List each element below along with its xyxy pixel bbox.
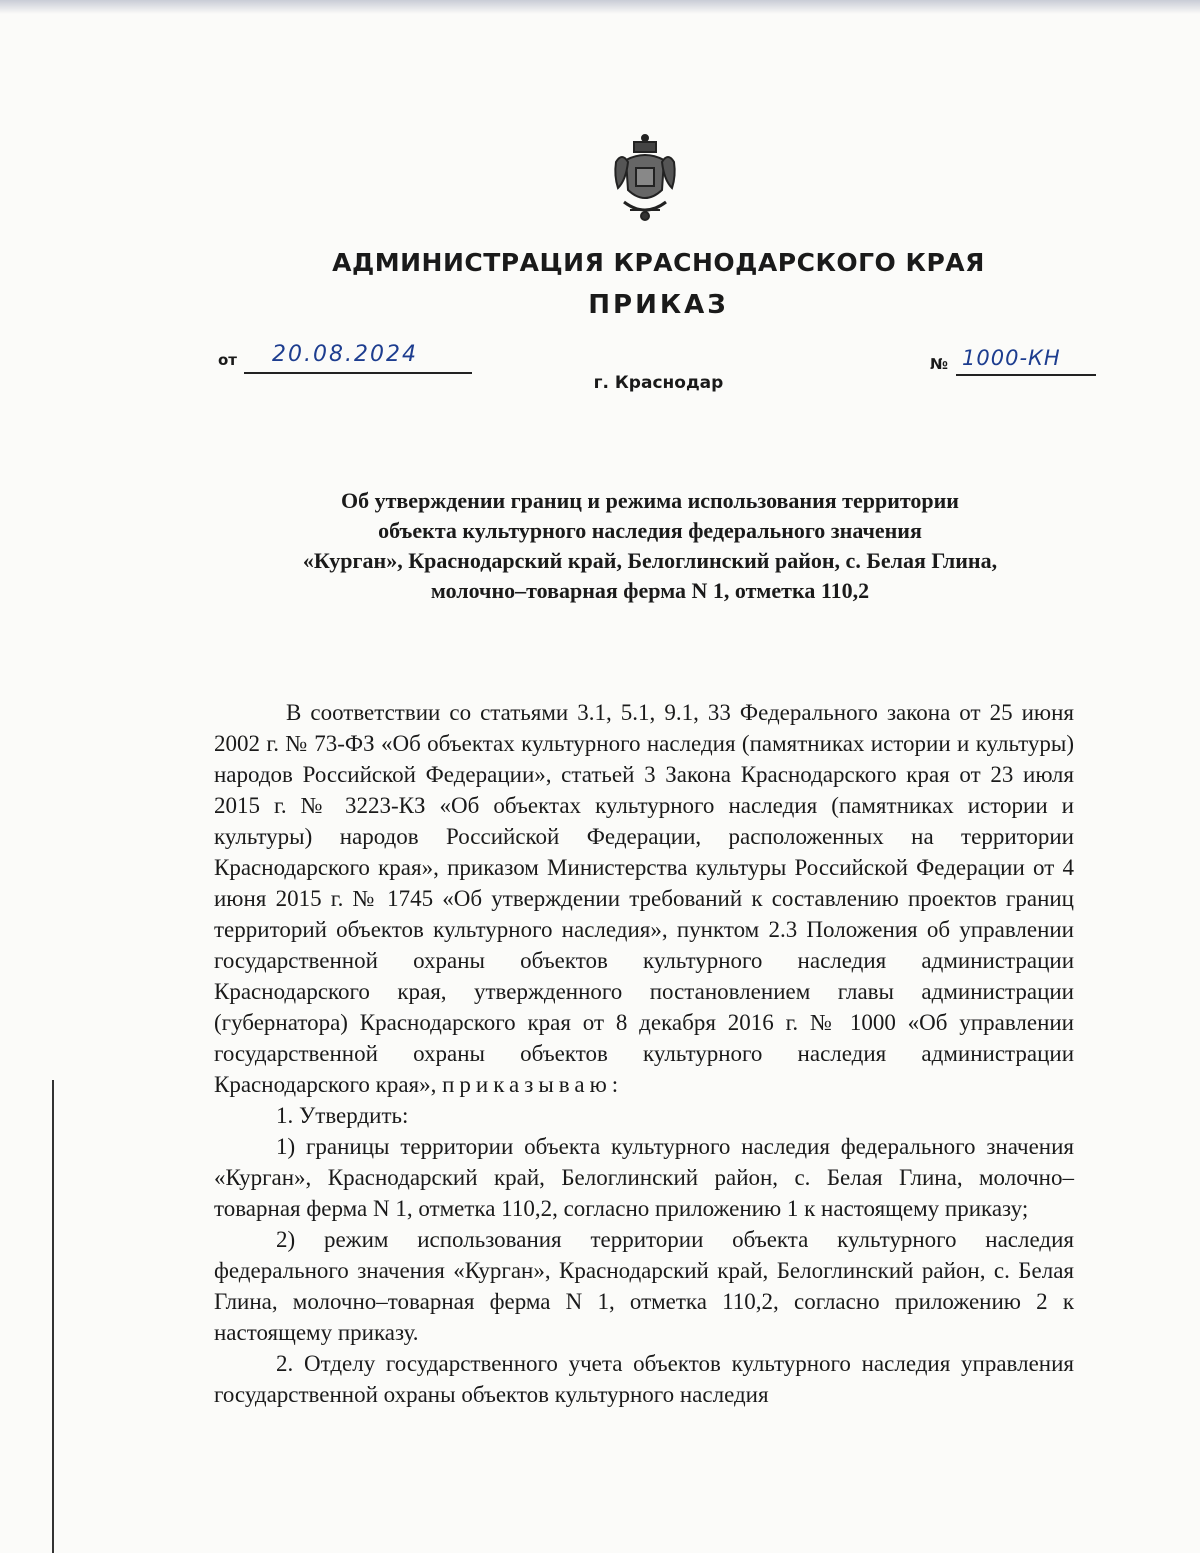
date-label: от — [218, 351, 237, 369]
document-body — [214, 697, 1074, 1410]
title-line: Об утверждении границ и режима использования территории — [341, 488, 959, 513]
title-line: «Курган», Краснодарский край, Белоглинский район, с. Белая Глина, — [302, 548, 998, 573]
date-value: 20.08.2024 — [272, 342, 418, 367]
coat-of-arms-icon — [612, 132, 678, 224]
clause-2: 2. Отделу государственного учета объектов культурного наследия управления государственной охраны объектов культурного наследия — [214, 1351, 1074, 1407]
number-label: № — [930, 355, 949, 373]
clause-1-2: 2) режим использования территории объекта культурного наследия федерального значения «Курган», Краснодарский край, Белоглинский район, с. Белая Глина, молочно–товарная ферма N 1, отметка 110,2, согласно приложению 2 к настоящему приказу. — [214, 1227, 1074, 1345]
organization-name: АДМИНИСТРАЦИЯ КРАСНОДАРСКОГО КРАЯ — [332, 248, 985, 277]
document-title — [210, 486, 1090, 606]
clause-1-1: 1) границы территории объекта культурного наследия федерального значения «Курган», Краснодарский край, Белоглинский район, с. Белая Глина, молочно–товарная ферма N 1, отметка 110,2, согласно приложению 1 к настоящему приказу; — [214, 1134, 1074, 1221]
city: г. Краснодар — [593, 373, 724, 393]
number-underline — [956, 374, 1096, 376]
clause-1: 1. Утвердить: — [276, 1103, 409, 1128]
number-value: 1000-КН — [962, 346, 1061, 370]
document-type: ПРИКАЗ — [588, 290, 729, 320]
title-line: молочно–товарная ферма N 1, отметка 110,2 — [430, 578, 870, 603]
scan-edge-shadow — [0, 0, 1200, 14]
preamble-text: В соответствии со статьями 3.1, 5.1, 9.1, 33 Федерального закона от 25 июня 2002 г. № 73-ФЗ «Об объектах культурного наследия (памятниках истории и культуры) народов Российской Федерации», статьей 3 Закона Краснодарского края от 23 июля 2015 г. № 3223-КЗ «Об объектах культурного наследия (памятниках истории и культуры) народов Российской Федерации, расположенных на территории Краснодарского края», приказом Министерства культуры Российской Федерации от 4 июня 2015 г. № 1745 «Об утверждении требований к составлению проектов границ территорий объектов культурного наследия», пунктом 2.3 Положения об управлении государственной охраны объектов культурного наследия администрации Краснодарского края, утвержденного постановлением главы администрации (губернатора) Краснодарского края от 8 декабря 2016 г. № 1000 «Об управлении государственной охраны объектов культурного наследия администрации Краснодарского края», — [214, 700, 1074, 1097]
order-verb: приказываю: — [442, 1072, 624, 1097]
preamble-paragraph — [214, 697, 1074, 1100]
scan-edge-line — [52, 1080, 54, 1553]
title-line: объекта культурного наследия федерального значения — [378, 518, 922, 543]
